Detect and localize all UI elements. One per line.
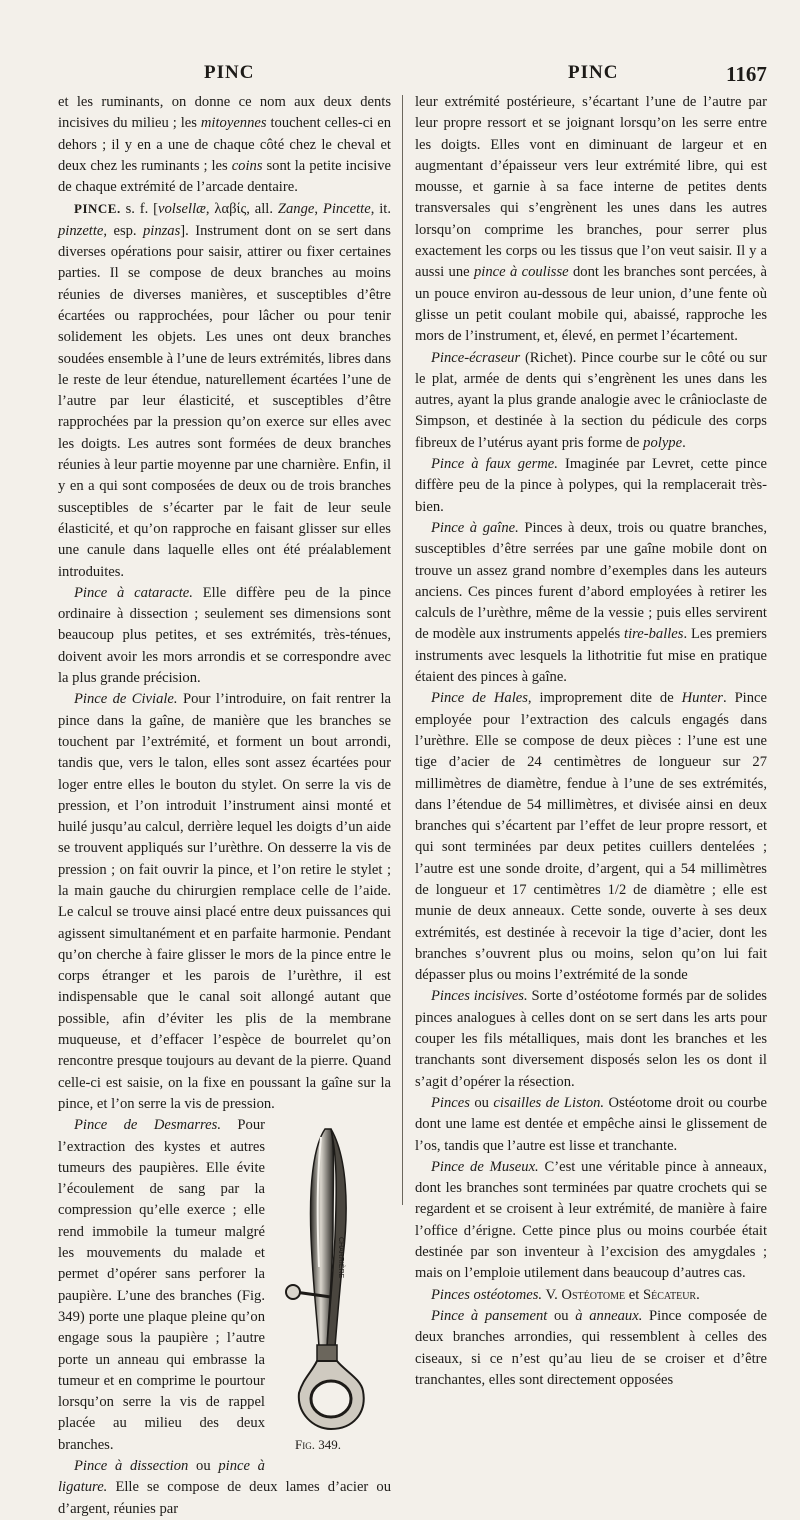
entry-pince-museux: Pince de Museux. C’est une véritable pince à anneaux, dont les branches sont terminées par quatre crochets qui se regardent et se croisent à leur extrémité, de manière à faire l’office d’érigne. Cette pince plus ou moins courbée était destinée par son inventeur à l’excision des amygdales ; mais on l’emploie utilement dans beaucoup d’autres cas. [415, 1158, 767, 1282]
figure-caption: Fig. 349. [295, 1436, 341, 1452]
running-head-right: PINC [568, 62, 619, 83]
paragraph: et les ruminants, on donne ce nom aux deux dents incisives du milieu ; les mitoyennes touchent celles-ci en dehors ; il y en a une de chaque côté chez le cheval et deux chez les ruminants ; les coins sont la petite incisive de chaque extrémité de l’arcade dentaire. [58, 94, 391, 196]
entry-pince-pansement: Pince à pansement ou à anneaux. Pince composée de deux branches arrondies, qui ressemblent à celles des ciseaux, si ce n’est qu’au lieu de se croiser et d’être tranchantes, elles sont directement opposées [415, 1307, 767, 1388]
entry-pince-hales: Pince de Hales, improprement dite de Hunter. Pince employée pour l’extraction des calculs engagés dans l’urèthre. Elle se compose de deux pièces : l’une est une tige d’acier de 24 centimètres de longueur sur 27 millimètres de diamètre, fendue à l’une de ses extrémités, dans l’étendue de 54 millimètres, et divisée ainsi en deux branches qui s’écartent par l’effet de leur propre ressort, et qui sont terminées par deux petites cuillers dentelées ; l’autre est une sonde droite, d’argent, qui a 54 millimètres de longueur et 17 centimètres 1/2 de diamètre ; elle est munie de deux anneaux. Cette sonde, ouverte à ses deux extrémités, est destinée à recevoir la tige d’acier, dont les branches s’ouvrent plus ou moins, selon qu’on lui fait dépasser plus ou moins l’extrémité de la sonde [415, 690, 767, 984]
column-divider [402, 95, 403, 1205]
left-column [58, 92, 391, 1520]
entry-pinces-osteotomes: Pinces ostéotomes. V. Ostéotome et Sécateur. [431, 1286, 700, 1303]
forceps-engraving-icon [273, 1117, 391, 1435]
cross-reference: Sécateur [642, 1286, 697, 1303]
entry-pince-ecraseur: Pince-écraseur (Richet). Pince courbe sur le côté ou sur le plat, armée de dents qui s’engrènent les unes dans les autres, ayant la plus grande analogie avec le crânioclaste de Simpson, et destinée à la section du pédicule des corps fibreux de l’utérus ayant pris forme de polype. [415, 349, 768, 451]
paragraph: leur extrémité postérieure, s’écartant l’une de l’autre par leur propre ressort et se joignant lorsqu’on les serre entre les doigts. Elles vont en diminuant de largeur et en augmentant d’épaisseur vers leur extrémité libre, qui est mousse, et garnie à sa face interne de petites dents transversales qui s’engrènent les unes dans les autres lorsqu’on comprime les branches, pour serrer plus exactement les corps ou les tissus que l’on veut saisir. Il y a aussi une pince à coulisse dont les branches sont percées, à un pouce environ au-dessous de leur union, d’une fente où glisse un petit coulant mobile qui, abaissé, rapproche les mors de l’instrument, et, élevé, en permet l’écartement. [415, 94, 767, 345]
entry-pince-gaine: Pince à gaîne. Pinces à deux, trois ou quatre branches, susceptibles d’être serrées par une gaîne mobile dont on trouve un assez grand nombre d’exemples dans les auteurs anciens. Ces pinces furent d’abord employées à retirer les calculs de l’urèthre, même de la vessie ; puis elles servirent de modèle aux instruments appelés tire-balles. Les premiers instruments avec lesquels la lithotritie fut mise en pratique étaient des pinces à gaîne. [415, 519, 767, 686]
running-head-left: PINC [204, 62, 255, 83]
headword: PINCE. [74, 201, 121, 217]
entry-pince-dissection: Pince à dissection ou pince à ligature. Elle se compose de deux lames d’acier ou d’argent, réunies par [58, 1458, 391, 1517]
entry-pince-desmarres: Pince de Desmarres. Pour l’extraction des kystes et autres tumeurs des paupières. Elle évite l’écoulement de sang par la compression qu’elle exerce ; elle rend immobile la tumeur malgré les mouvements du malade et permet d’opérer sans perforer la paupière. L’une des branches (Fig. 349) porte une plaque pleine qu’on engage sous la paupière ; l’autre porte un anneau qui embrasse la tumeur et en comprime le pourtour lorsqu’on serre la vis de rappel placée au milieu des deux branches. [58, 1117, 265, 1453]
right-column [415, 92, 767, 1391]
entry-pince-civiale: Pince de Civiale. Pour l’introduire, on fait rentrer la pince dans la gaîne, de manière que les branches se touchent par l’extrémité, et forment un bout arrondi, tandis que, vers le talon, elles sont assez écartées pour loger entre elles le bouton du stylet. On serre la vis de pression, et l’on introduit l’instrument ainsi monté et huilé jusqu’au calcul, derrière lequel les doigts d’un aide se trouvent appliqués sur l’urèthre. On desserre la vis de pression ; on fait ouvrir la pince, et l’on retire le stylet ; la main gauche du chirurgien remplace celle de l’aide. Le calcul se trouve ainsi placé entre deux puissances qui agissent simultanément et en parfaite harmonie. Pendant qu’on cherche à faire glisser le mors de la pince entre le corps étranger et les parois de l’urèthre, il est indispensable que le canal soit allongé autant que possible, afin d’éviter les plis de la membrane muqueuse, et d’effacer l’espèce de bourrelet qu’on rencontre presque toujours au devant de la pierre. Quand celle-ci est saisie, on la fixe en poussant la gaîne sur la pince, et l’on serre la vis de pression. [58, 691, 391, 1112]
entry-pince: PINCE. s. f. [volsellæ, λαβίς, all. Zange, Pincette, it. pinzette, esp. pinzas]. Instrument dont on se sert dans diverses opérations pour saisir, attirer ou fixer certaines parties. Il se compose de deux branches au moins réunies de diverses manières, et susceptibles d’être écartées ou rapprochées, pour lâcher ou pour tenir solidement les objets. Les unes ont deux branches soudées ensemble à l’une de leurs extrémités, libres dans le reste de leur étendue, naturellement écartées l’une de l’autre par leur élasticité, et susceptibles d’être rapprochées par la pression qu’on exerce sur elles avec les doigts. Les autres sont formées de deux branches réunies à leur partie moyenne par une charnière. Enfin, il y en a qui sont composées de deux ou de trois branches susceptibles de s’écarter par le fait de leur seule élasticité, et qu’on rapproche en faisant glisser sur elles une canule dans laquelle elles ont été préalablement introduites. [58, 201, 391, 580]
figure-349 [273, 1117, 391, 1455]
entry-pince-faux-germe: Pince à faux germe. Imaginée par Levret, cette pince diffère peu de la pince à polypes, qui la remplacerait très-bien. [415, 456, 767, 515]
entry-pinces-liston: Pinces ou cisailles de Liston. Ostéotome droit ou courbe dont une lame est dentée et empêche ainsi le glissement de l’os, tandis que l’autre est lisse et tranchante. [415, 1094, 767, 1154]
entry-pinces-incisives: Pinces incisives. Sorte d’ostéotome formés par de solides pinces analogues à celles dont on se sert dans les arts pour couper les fils métalliques, mais dont les branches et les tranchants sont diversement disposés selon les os dont il s’agit d’opérer la résection. [415, 988, 767, 1090]
cross-reference: Ostéotome [561, 1286, 626, 1303]
entry-pince-cataracte: Pince à cataracte. Elle diffère peu de la pince ordinaire à dissection ; seulement ses dimensions sont beaucoup plus petites, et ses extrémités, très-ténues, doivent avoir les mors arrondis et se correspondre avec la plus grande précision. [58, 584, 391, 687]
maker-mark: CHARRIÈRE [337, 1237, 344, 1279]
page-number: 1167 [726, 62, 767, 86]
